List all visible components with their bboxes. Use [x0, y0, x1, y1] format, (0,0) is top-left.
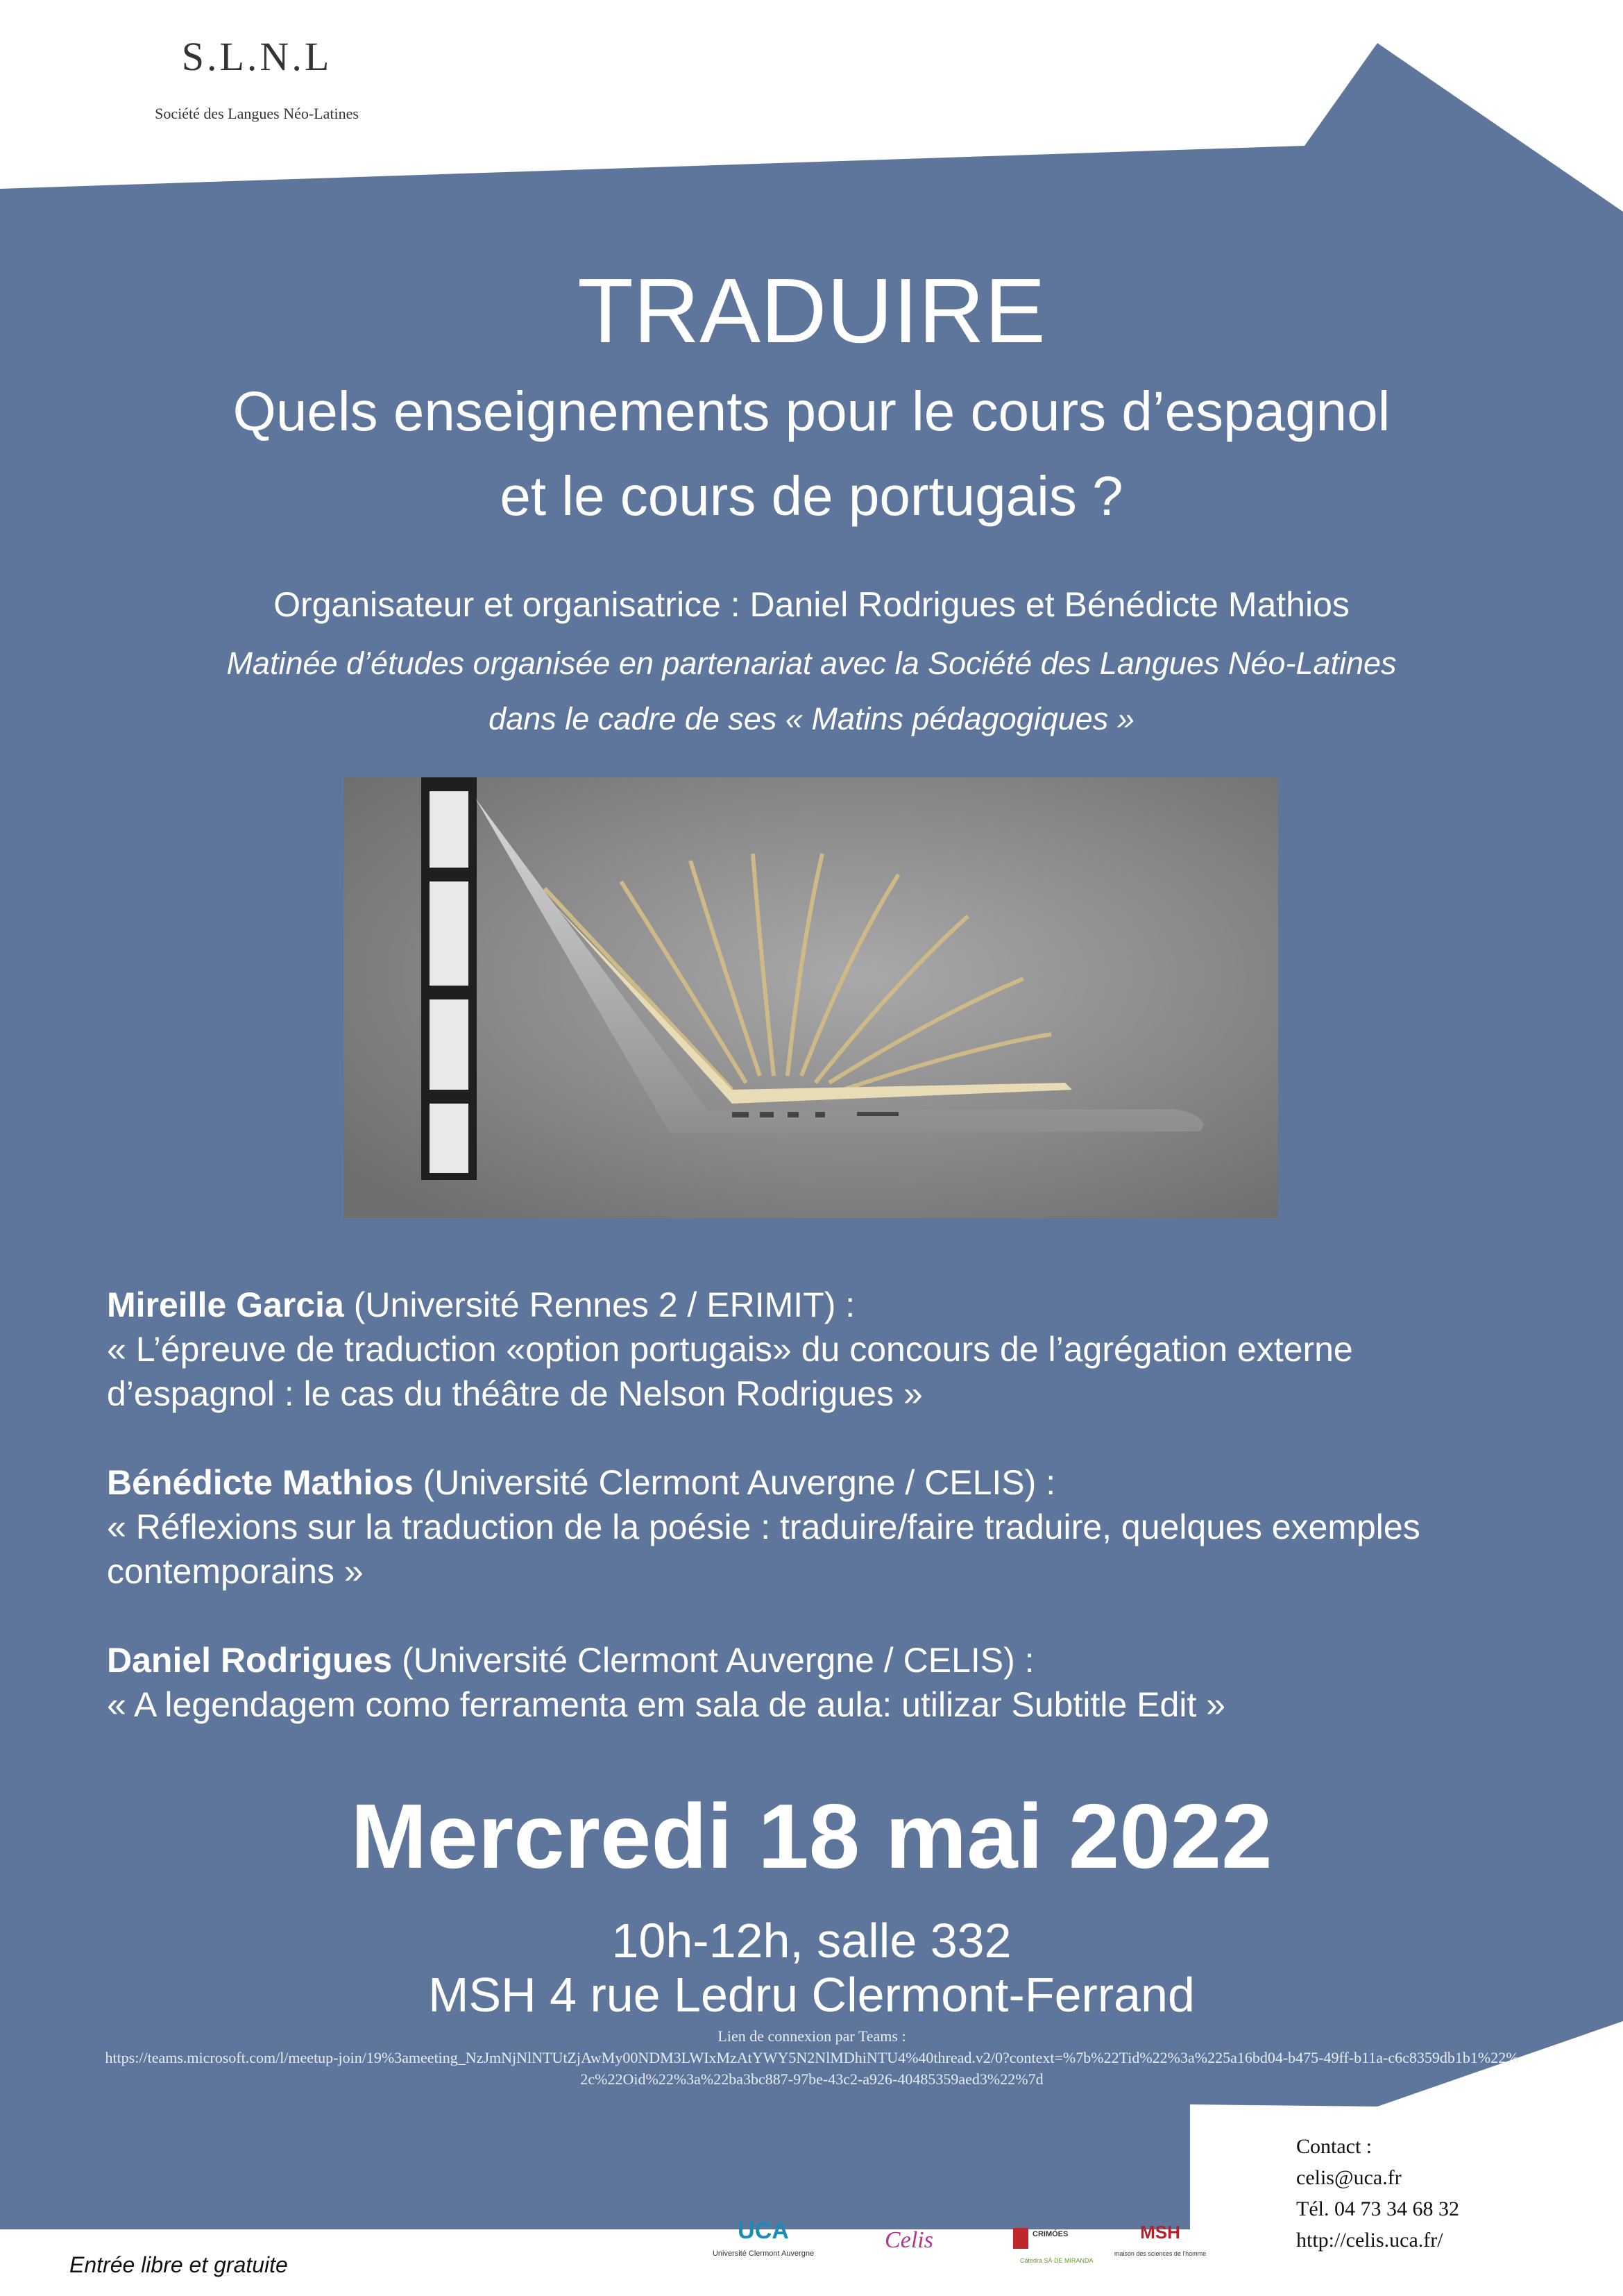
event-place: MSH 4 rue Ledru Clermont-Ferrand [428, 1968, 1195, 2022]
crimoes-logo [1013, 2228, 1094, 2264]
partnership-line-1: Matinée d’études organisée en partenariat avec la Société des Langues Néo-Latines [226, 645, 1397, 681]
talk-title: « A legendagem como ferramenta em sala de aula: utilizar Subtitle Edit » [107, 1685, 1226, 1724]
speaker-affiliation: (Université Clermont Auvergne / CELIS) : [413, 1463, 1056, 1502]
slnl-logo [125, 33, 389, 123]
teams-link[interactable]: https://teams.microsoft.com/l/meetup-join/19%3ameeting_NzJmNjNlNTUtZjAwMy00NDM3LWIxMzAtYWY5N2NlMDhiNTU4%40thread.v2/0?context=%7b%22Tid%22%3a%225a16bd04-b475-49ff-b11a-c6c8359db1b1%22%2c%22Oid%22%3a%22ba3bc887-97be-43c2-a926-40485359aed3%22%7d [105, 2049, 1519, 2088]
event-time: 10h-12h, salle 332 [611, 1914, 1012, 1968]
book-laptop-photo [343, 777, 1278, 1218]
talk-item [107, 1460, 1515, 1594]
contact-phone: Tél. 04 73 34 68 32 [1296, 2197, 1459, 2220]
partner-logos [712, 2207, 1221, 2284]
speaker-affiliation: (Université Clermont Auvergne / CELIS) : [392, 1641, 1035, 1680]
msh-logo-sub: maison des sciences de l'homme [1114, 2250, 1207, 2257]
entry-note: Entrée libre et gratuite [69, 2252, 288, 2277]
speaker-affiliation: (Université Rennes 2 / ERIMIT) : [343, 1285, 856, 1324]
page-subtitle [0, 369, 1623, 539]
contact-block [1296, 2131, 1459, 2256]
organisers: Organisateur et organisatrice : Daniel Rodrigues et Bénédicte Mathios [273, 585, 1350, 624]
event-date: Mercredi 18 mai 2022 [350, 1785, 1273, 1887]
talk-speaker-line [107, 1460, 1515, 1505]
teams-label: Lien de connexion par Teams : [717, 2027, 906, 2045]
slnl-logo-text: S.L.N.L [181, 34, 332, 79]
crimoes-logo-sub: Cátedra SÁ DE MIRANDA [1020, 2257, 1094, 2264]
contact-email[interactable]: celis@uca.fr [1296, 2166, 1402, 2189]
talk-title: « Réflexions sur la traduction de la poésie : traduire/faire traduire, quelques exemples contemporains » [107, 1508, 1420, 1591]
slnl-logo-subtitle: Société des Langues Néo-Latines [155, 105, 359, 122]
msh-logo-mark: MSH [1140, 2222, 1180, 2243]
speaker-name: Bénédicte Mathios [107, 1463, 414, 1502]
partnership-line-2: dans le cadre de ses « Matins pédagogiques » [488, 701, 1135, 736]
subtitle-line-2: et le cours de portugais ? [500, 465, 1123, 527]
contact-label: Contact : [1296, 2135, 1373, 2158]
talk-title: « L’épreuve de traduction «option portugais» du concours de l’agrégation externe d’espagnol : le cas du théâtre de Nelson Rodrigues » [107, 1330, 1353, 1413]
subtitle-line-1: Quels enseignements pour le cours d’espagnol [232, 380, 1391, 442]
uca-logo-name: Université Clermont Auvergne [712, 2249, 815, 2258]
talk-item [107, 1283, 1515, 1416]
uca-logo-mark: UCA [738, 2218, 789, 2244]
celis-logo-text: Celis [885, 2227, 933, 2253]
crimoes-logo-text: CRIMÓES [1033, 2230, 1069, 2238]
page-title: TRADUIRE [577, 260, 1046, 362]
talks-list [107, 1283, 1515, 1771]
teams-block [104, 2025, 1520, 2090]
talk-speaker-line [107, 1638, 1515, 1682]
speaker-name: Daniel Rodrigues [107, 1641, 393, 1680]
celis-logo [885, 2227, 933, 2253]
talk-item [107, 1638, 1515, 1727]
talk-speaker-line [107, 1283, 1515, 1327]
msh-logo [1114, 2222, 1206, 2257]
speaker-name: Mireille Garcia [107, 1285, 344, 1324]
contact-website[interactable]: http://celis.uca.fr/ [1296, 2229, 1443, 2252]
